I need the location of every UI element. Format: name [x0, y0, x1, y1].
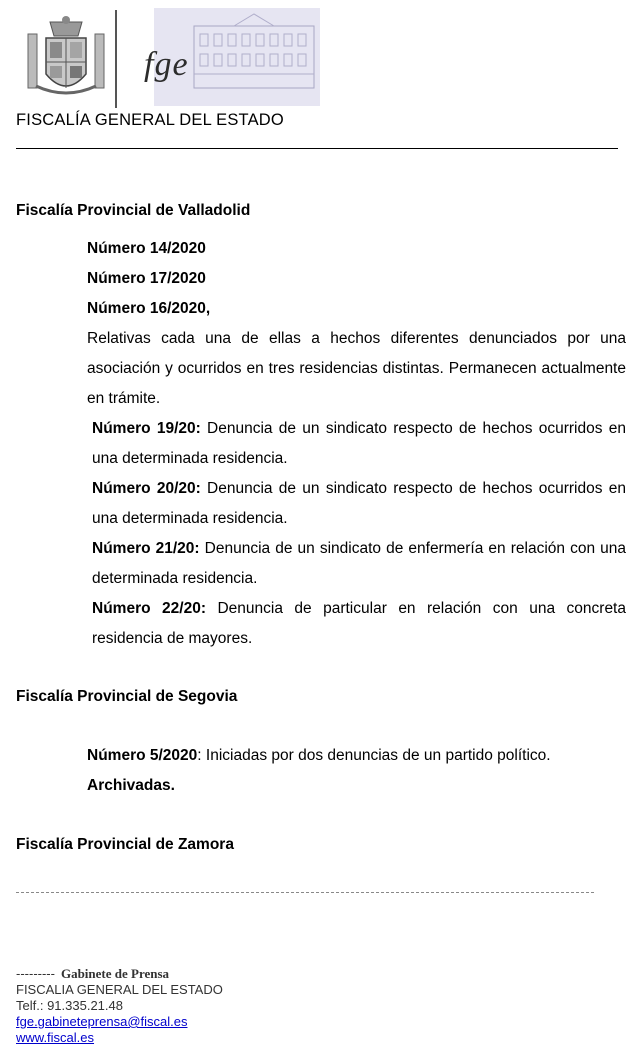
segovia-status: Archivadas.	[87, 777, 175, 794]
heading-segovia: Fiscalía Provincial de Segovia	[16, 688, 238, 705]
press-dashes: ---------	[16, 966, 55, 981]
footer-org: FISCALIA GENERAL DEL ESTADO	[16, 982, 223, 997]
coat-of-arms-icon	[26, 14, 106, 100]
email-link[interactable]: fge.gabineteprensa@fiscal.es	[16, 1014, 188, 1029]
case-22-label: Número 22/20:	[92, 600, 206, 617]
header-logos	[16, 8, 328, 108]
case-22-paragraph	[92, 594, 626, 654]
footer-phone: Telf.: 91.335.21.48	[16, 998, 123, 1013]
case-19-label: Número 19/20:	[92, 420, 201, 437]
dashed-divider	[16, 892, 594, 893]
press-line	[16, 966, 223, 982]
case-20-paragraph	[92, 474, 626, 534]
case-19-paragraph	[92, 414, 626, 474]
fge-logo-text: fge	[144, 46, 189, 83]
case-20-text: Denuncia de un sindicato respecto de hechos ocurridos en una determinada residencia.	[92, 480, 626, 527]
case-20-label: Número 20/20:	[92, 480, 201, 497]
press-footer	[16, 966, 223, 1046]
press-office-label: Gabinete de Prensa	[60, 966, 170, 981]
case-21-label: Número 21/20:	[92, 540, 200, 557]
case-5-text: : Iniciadas por dos denuncias de un partido político.	[197, 747, 551, 764]
case-19-text: Denuncia de un sindicato respecto de hechos ocurridos en una determinada residencia.	[92, 420, 626, 467]
website-link[interactable]: www.fiscal.es	[16, 1030, 95, 1045]
header-rule	[16, 148, 618, 149]
case-22-text: Denuncia de particular en relación con una concreta residencia de mayores.	[92, 600, 626, 647]
case-5-paragraph	[87, 741, 626, 771]
case-16: Número 16/2020,	[87, 300, 211, 317]
relativas-paragraph: Relativas cada una de ellas a hechos diferentes denunciados por una asociación y ocurridos en tres residencias distintas. Permanecen actualmente en trámite.	[87, 330, 626, 407]
case-21-text: Denuncia de un sindicato de enfermería en relación con una determinada residencia.	[92, 540, 626, 587]
case-17: Número 17/2020	[87, 270, 206, 287]
case-5-label: Número 5/2020	[87, 747, 198, 764]
logo-divider	[115, 10, 117, 108]
heading-valladolid: Fiscalía Provincial de Valladolid	[16, 202, 251, 219]
heading-zamora: Fiscalía Provincial de Zamora	[16, 836, 234, 853]
org-title: FISCALÍA GENERAL DEL ESTADO	[16, 111, 284, 129]
case-14: Número 14/2020	[87, 240, 206, 257]
case-21-paragraph	[92, 534, 626, 594]
